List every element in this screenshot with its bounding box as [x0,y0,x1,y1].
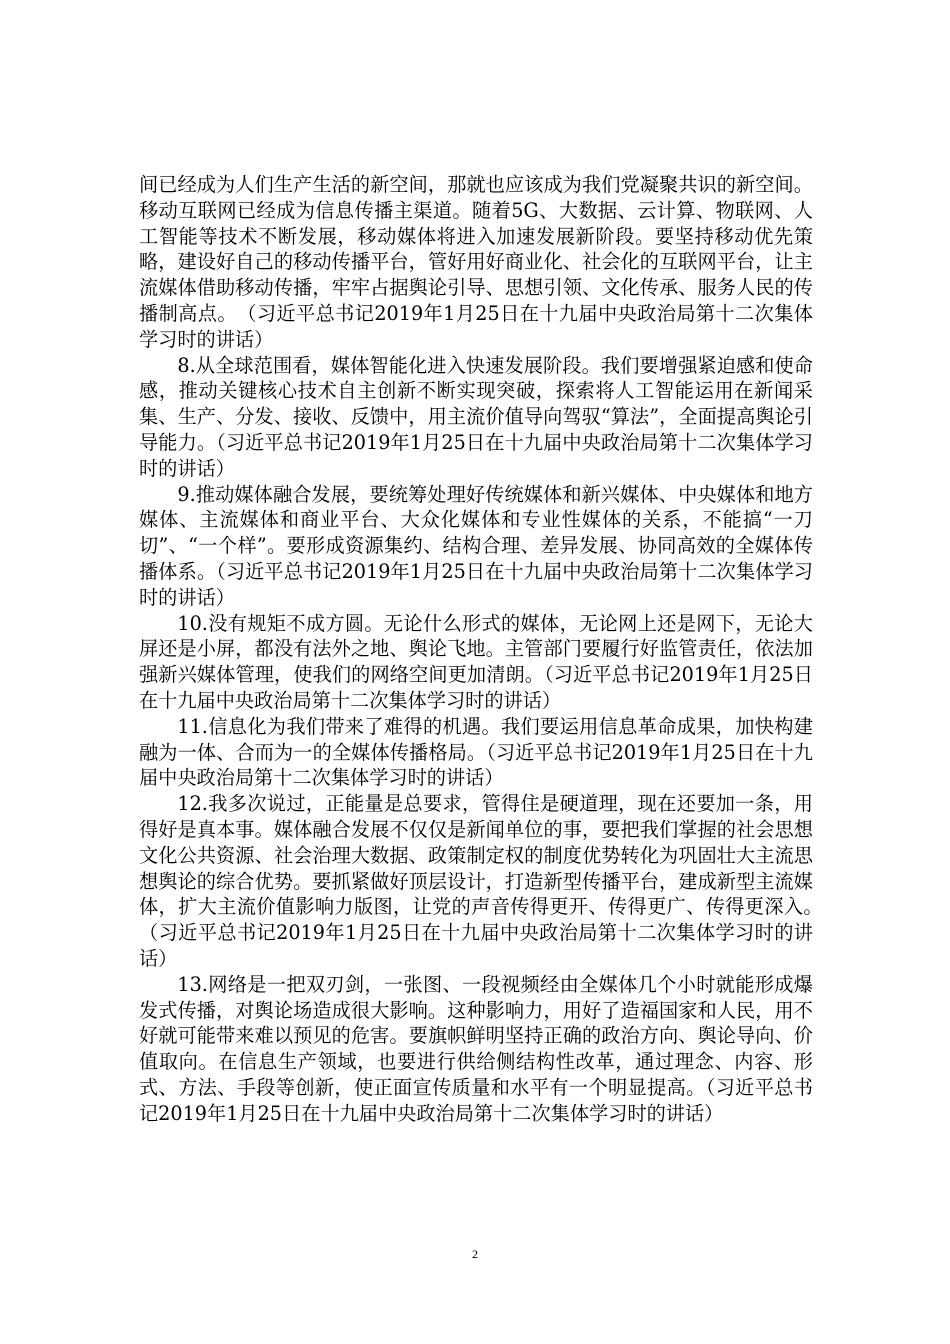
paragraph-10: 10.没有规矩不成方圆。无论什么形式的媒体，无论网上还是网下，无论大屏还是小屏，都没有法外之地、舆论飞地。主管部门要履行好监管责任，依法加强新兴媒体管理，使我们的网络空间更加清朗。（习近平总书记2019年1月25日在十九届中央政治局第十二次集体学习时的讲话） [139,611,813,712]
paragraph-7-continued: 间已经成为人们生产生活的新空间，那就也应该成为我们党凝聚共识的新空间。移动互联网已经成为信息传播主渠道。随着5G、大数据、云计算、物联网、人工智能等技术不断发展，移动媒体将进入加速发展新阶段。要坚持移动优先策略，建设好自己的移动传播平台，管好用好商业化、社会化的互联网平台，让主流媒体借助移动传播，牢牢占据舆论引导、思想引领、文化传承、服务人民的传播制高点。 （习近平总书记2019年1月25日在十九届中央政治局第十二次集体学习时的讲话） [139,173,813,351]
paragraph-8: 8.从全球范围看，媒体智能化进入快速发展阶段。我们要增强紧迫感和使命感，推动关键核心技术自主创新不断实现突破，探索将人工智能运用在新闻采集、生产、分发、接收、反馈中，用主流价值导向驾驭“算法”，全面提高舆论引导能力。（习近平总书记2019年1月25日在十九届中央政治局第十二次集体学习时的讲话） [139,353,813,480]
page-number: 2 [472,1247,478,1261]
document-body [139,172,833,1126]
paragraph-13: 13.网络是一把双刃剑，一张图、一段视频经由全媒体几个小时就能形成爆发式传播，对舆论场造成很大影响。这种影响力，用好了造福国家和人民，用不好就可能带来难以预见的危害。要旗帜鲜明坚持正确的政治方向、舆论导向、价值取向。在信息生产领域，也要进行供给侧结构性改革，通过理念、内容、形式、方法、手段等创新，使正面宣传质量和水平有一个明显提高。（习近平总书记2019年1月25日在十九届中央政治局第十二次集体学习时的讲话） [139,972,813,1125]
paragraph-12: 12.我多次说过，正能量是总要求，管得住是硬道理，现在还要加一条，用得好是真本事。媒体融合发展不仅仅是新闻单位的事，要把我们掌握的社会思想文化公共资源、社会治理大数据、政策制定权的制度优势转化为巩固壮大主流思想舆论的综合优势。要抓紧做好顶层设计，打造新型传播平台，建成新型主流媒体，扩大主流价值影响力版图，让党的声音传得更开、传得更广、传得更深入。 （习近平总书记2019年1月25日在十九届中央政治局第十二次集体学习时的讲话） [139,792,833,970]
paragraph-11: 11.信息化为我们带来了难得的机遇。我们要运用信息革命成果，加快构建融为一体、合而为一的全媒体传播格局。（习近平总书记2019年1月25日在十九届中央政治局第十二次集体学习时的讲话） [139,714,813,790]
paragraph-9: 9.推动媒体融合发展，要统筹处理好传统媒体和新兴媒体、中央媒体和地方媒体、主流媒体和商业平台、大众化媒体和专业性媒体的关系，不能搞“一刀切”、“一个样”。要形成资源集约、结构合理、差异发展、协同高效的全媒体传播体系。（习近平总书记2019年1月25日在十九届中央政治局第十二次集体学习时的讲话） [139,482,813,609]
